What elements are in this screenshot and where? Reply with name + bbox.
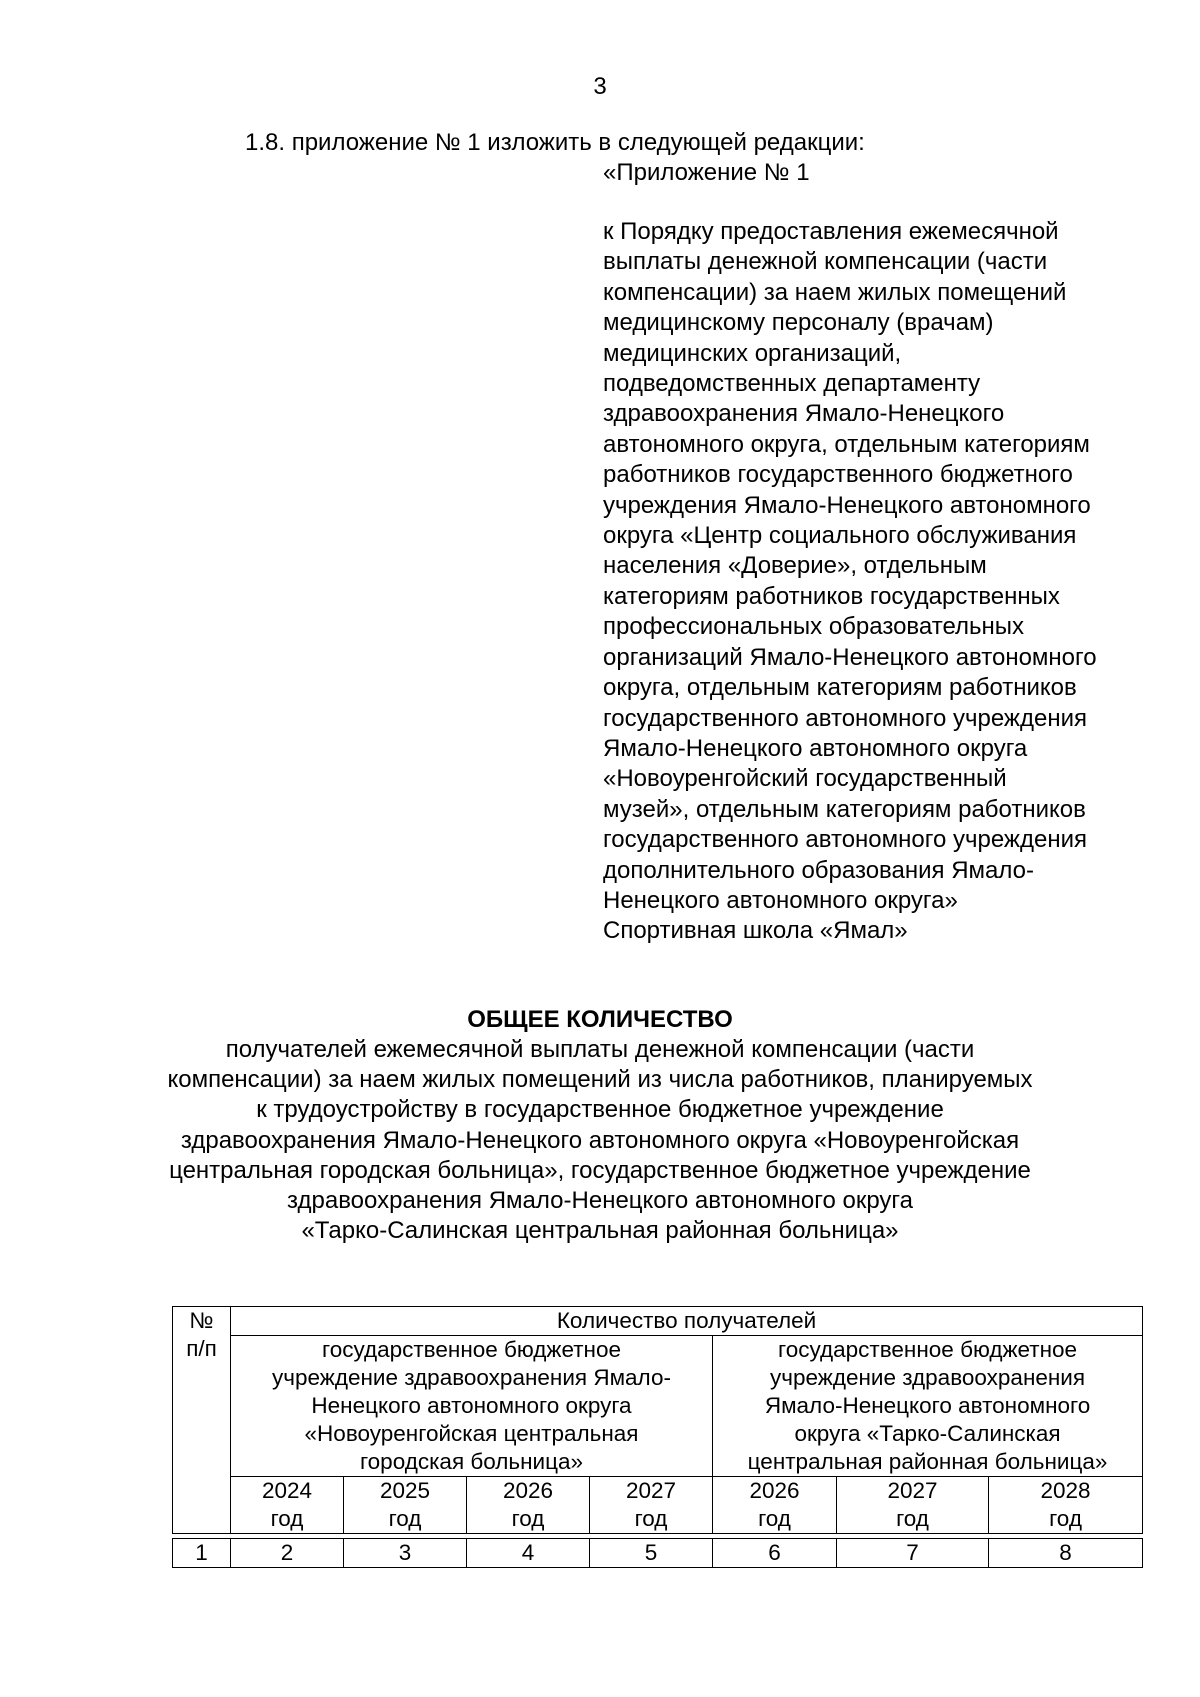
org-header-line: государственное бюджетное: [778, 1337, 1078, 1362]
year-header: 2025 год: [344, 1477, 467, 1534]
appendix-title: «Приложение № 1: [603, 159, 810, 186]
appendix-line: округа, отдельным категориям работников: [603, 674, 1077, 702]
appendix-line: Спортивная школа «Ямал»: [603, 917, 908, 945]
org-header-line: государственное бюджетное: [321, 1337, 621, 1362]
subheading-line: центральная городская больница», государственное бюджетное учреждение: [169, 1156, 1031, 1184]
org-header-line: «Новоуренгойская центральная: [304, 1421, 639, 1446]
column-number-cell: 6: [713, 1539, 837, 1568]
subheading-line: здравоохранения Ямало-Ненецкого автономного округа: [287, 1187, 913, 1215]
appendix-line: «Новоуренгойский государственный: [603, 765, 1007, 793]
number-header-line: №: [189, 1308, 214, 1333]
appendix-line: дополнительного образования Ямало-: [603, 856, 1035, 884]
appendix-line: к Порядку предоставления ежемесячной: [603, 218, 1059, 245]
org-header-line: учреждение здравоохранения Ямало-: [272, 1365, 671, 1390]
org-header-line: Ямало-Ненецкого автономного: [764, 1393, 1091, 1418]
column-number-cell: 8: [989, 1539, 1143, 1568]
appendix-line: государственного автономного учреждения: [603, 826, 1087, 854]
recipients-count-header: Количество получателей: [231, 1307, 1143, 1336]
page-number: 3: [593, 73, 607, 100]
year-header: 2026 год: [467, 1477, 590, 1534]
year-header: 2026 год: [713, 1477, 837, 1534]
year-header: 2027 год: [590, 1477, 713, 1534]
column-number-cell: 2: [231, 1539, 344, 1568]
org-header-line: учреждение здравоохранения: [770, 1365, 1086, 1390]
appendix-line: подведомственных департаменту: [603, 370, 981, 398]
appendix-line: медицинских организаций,: [603, 339, 902, 367]
subheading-line: к трудоустройству в государственное бюджетное учреждение: [256, 1096, 944, 1124]
appendix-line: категориям работников государственных: [603, 582, 1060, 610]
recipients-table: [172, 1306, 1143, 1568]
appendix-line: компенсации) за наем жилых помещений: [603, 278, 1067, 306]
subheading-line: здравоохранения Ямало-Ненецкого автономного округа «Новоуренгойская: [180, 1126, 1020, 1154]
document-subheading: [0, 1035, 1200, 1246]
appendix-line: выплаты денежной компенсации (части: [603, 248, 1048, 276]
number-header-line: п/п: [186, 1336, 217, 1361]
subheading-line: «Тарко-Салинская центральная районная больница»: [301, 1217, 899, 1245]
appendix-line: работников государственного бюджетного: [603, 461, 1073, 489]
document-heading: ОБЩЕЕ КОЛИЧЕСТВО: [467, 1006, 733, 1033]
appendix-line: округа «Центр социального обслуживания: [603, 522, 1077, 550]
year-header: 2027 год: [837, 1477, 989, 1534]
org-header-line: Ненецкого автономного округа: [311, 1393, 632, 1418]
appendix-line: автономного округа, отдельным категориям: [603, 430, 1090, 458]
appendix-line: Ямало-Ненецкого автономного округа: [603, 734, 1028, 762]
column-number-cell: 4: [467, 1539, 590, 1568]
org-header-line: центральная районная больница»: [747, 1449, 1108, 1474]
appendix-line: здравоохранения Ямало-Ненецкого: [603, 400, 1005, 428]
number-column-header: [173, 1307, 231, 1534]
appendix-line: государственного автономного учреждения: [603, 704, 1087, 732]
column-number-cell: 1: [173, 1539, 231, 1568]
org-header-tarko-sale: [713, 1336, 1143, 1477]
column-number-cell: 5: [590, 1539, 713, 1568]
subheading-line: получателей ежемесячной выплаты денежной компенсации (части: [225, 1036, 975, 1063]
appendix-line: населения «Доверие», отдельным: [603, 552, 987, 580]
column-number-cell: 7: [837, 1539, 989, 1568]
year-header: 2024 год: [231, 1477, 344, 1534]
appendix-line: музей», отдельным категориям работников: [603, 795, 1086, 823]
appendix-line: профессиональных образовательных: [603, 613, 1025, 641]
amendment-intro: 1.8. приложение № 1 изложить в следующей редакции:: [245, 129, 865, 156]
subheading-line: компенсации) за наем жилых помещений из числа работников, планируемых: [167, 1066, 1033, 1094]
appendix-line: Ненецкого автономного округа»: [603, 886, 958, 914]
org-header-novy-urengoy: [231, 1336, 713, 1477]
appendix-line: учреждения Ямало-Ненецкого автономного: [603, 491, 1091, 519]
column-number-cell: 3: [344, 1539, 467, 1568]
year-header: 2028 год: [989, 1477, 1143, 1534]
appendix-line: организаций Ямало-Ненецкого автономного: [603, 643, 1097, 671]
appendix-line: медицинскому персоналу (врачам): [603, 309, 994, 337]
org-header-line: городская больница»: [359, 1449, 584, 1474]
org-header-line: округа «Тарко-Салинская: [794, 1421, 1061, 1446]
appendix-description: [603, 217, 1163, 947]
